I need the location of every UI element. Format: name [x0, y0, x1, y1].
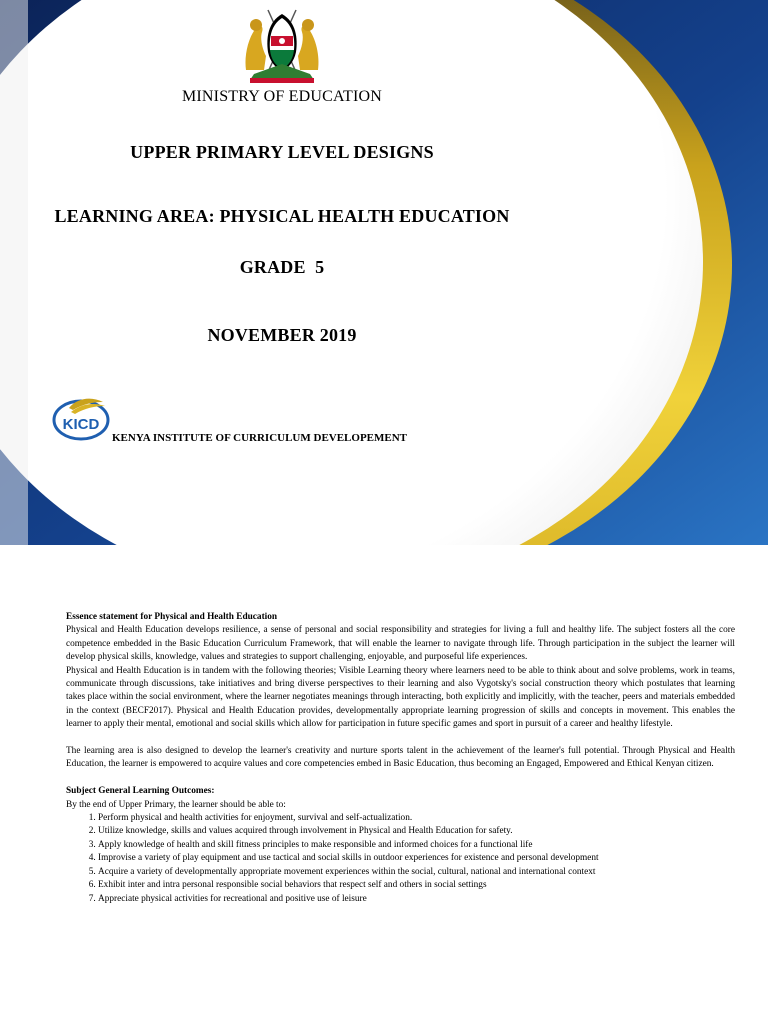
ministry-title: MINISTRY OF EDUCATION — [181, 88, 383, 105]
date-title: NOVEMBER 2019 — [207, 325, 357, 345]
outcomes-list — [66, 812, 735, 906]
list-item: 1. Perform physical and health activities for enjoyment, survival and self-actualization. — [98, 812, 735, 825]
kenya-coat-of-arms-emblem — [240, 8, 324, 84]
spacer — [66, 732, 735, 745]
essence-paragraph-2: Physical and Health Education is in tandem with the following theories; Visible Learning theory where learners need to be able to think about and solve problems, work in teams, communicate through discussions, take initiatives and bring diverse perspectives to their learning and also Vygotsky's social construction theory which postulates that learning takes place within the social environment, where the learner negotiates meanings through interacting, both explicitly and implicitly, with the teacher, peers and materials embedded in the context (BECF2017). Physical and Health Education provides, developmentally appropriate learning progression of skills and concepts in movement. This enables the learner to apply their mental, emotional and social skills which allow for participation in future specific games and sport in pursuit of a career and healthy lifestyle. — [66, 665, 735, 730]
outcomes-intro: By the end of Upper Primary, the learner should be able to: — [66, 799, 286, 810]
outcomes-heading: Subject General Learning Outcomes: — [66, 786, 215, 797]
essence-content — [66, 611, 735, 906]
spacer — [66, 772, 735, 785]
institute-name: KENYA INSTITUTE OF CURRICULUM DEVELOPEMENT — [112, 432, 408, 444]
list-item: 5. Acquire a variety of developmentally appropriate movement experiences within the social, cultural, national and international context — [98, 866, 735, 879]
grade-title: GRADE 5 — [239, 257, 325, 277]
kicd-logo-text: KICD — [62, 416, 100, 433]
learning-area-title: LEARNING AREA: PHYSICAL HEALTH EDUCATION — [54, 206, 510, 226]
designs-title: UPPER PRIMARY LEVEL DESIGNS — [130, 142, 434, 162]
essence-paragraph-3: The learning area is also designed to develop the learner's creativity and nurture sports talent in the achievement of the learner's full potential. Through Physical and Health Education, the learner is empowered to acquire values and core competencies embed in Basic Education, thus becoming an Engaged, Empowered and Ethical Kenyan citizen. — [66, 746, 735, 770]
list-item: 4. Improvise a variety of play equipment and use tactical and social skills in outdoor experiences for existence and personal development — [98, 852, 735, 865]
essence-paragraph-1: Physical and Health Education develops resilience, a sense of personal and social responsibility and strategies for living a full and healthy life. The subject fosters all the core competence embedded in the Basic Education Curriculum Framework, that will enable the learner to navigate through life. Through participation in the subject the learner will develop physical skills, knowledge, values and strategies to support challenging, enjoyable, and purposeful life experiences. — [66, 625, 735, 663]
list-item: 3. Apply knowledge of health and skill fitness principles to make responsible and informed choices for a functional life — [98, 839, 735, 852]
list-item: 6. Exhibit inter and intra personal responsible social behaviors that respect self and others in social settings — [98, 879, 735, 892]
list-item: 2. Utilize knowledge, skills and values acquired through involvement in Physical and Health Education for safety. — [98, 825, 735, 838]
list-item: 7. Appreciate physical activities for recreational and positive use of leisure — [98, 893, 735, 906]
essence-heading: Essence statement for Physical and Health Education — [66, 612, 278, 622]
kicd-logo — [51, 394, 111, 442]
